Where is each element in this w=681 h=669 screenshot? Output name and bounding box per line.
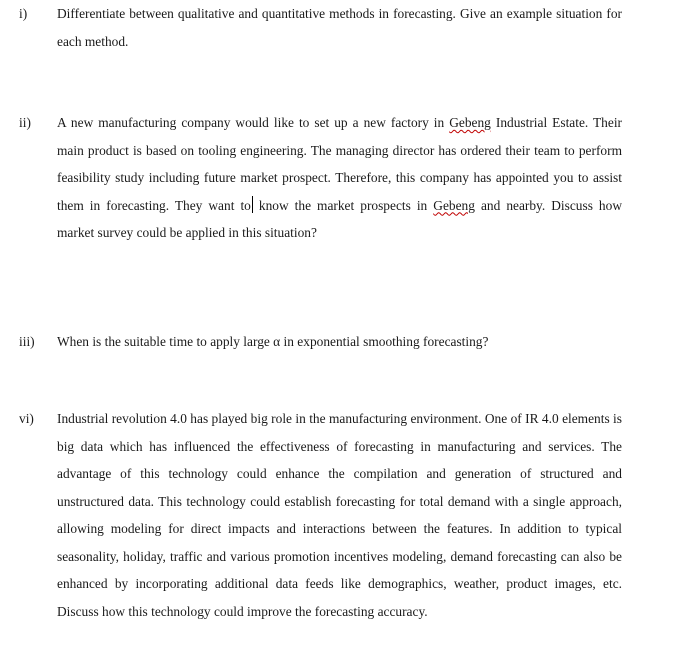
- question-text: Differentiate between qualitative and quantitative methods in forecasting. Give an example situation for each method.: [57, 6, 622, 49]
- text-segment: Industrial Estate. Their main product is based on tooling engineering. The managing director has ordered their team to perform feasibility study including future market prospect. Therefore, this company has appointed you to assist them in forecasting. They want to: [57, 115, 622, 213]
- question-number: i): [19, 6, 28, 21]
- text-segment: and nearby. Discuss how market survey could be applied in this situation?: [57, 197, 622, 240]
- question-text: Industrial revolution 4.0 has played big role in the manufacturing environment. One of IR 4.0 elements is big data which has influenced the effectiveness of forecasting in manufacturing and services. The advantage of this technology could enhance the compilation and generation of structured and unstructured data. This technology could establish forecasting for total demand with a single approach, allowing modeling for direct impacts and interactions between the features. In addition to typical seasonality, holiday, traffic and various promotion incentives modeling, demand forecasting can also be enhanced by incorporating additional data feeds like demographics, weather, product images, etc. Discuss how this technology could improve the forecasting accuracy.: [57, 411, 622, 619]
- question-number: iii): [19, 334, 35, 349]
- question-number: ii): [19, 115, 31, 130]
- spellcheck-word[interactable]: Gebeng: [449, 115, 491, 130]
- text-segment: know the market prospects in: [252, 197, 434, 213]
- text-segment: A new manufacturing company would like to set up a new factory in: [57, 115, 450, 130]
- question-text: [57, 109, 622, 247]
- spellcheck-word[interactable]: Gebeng: [433, 197, 475, 213]
- question-number: vi): [19, 411, 34, 426]
- question-text: When is the suitable time to apply large α in exponential smoothing forecasting?: [57, 334, 489, 349]
